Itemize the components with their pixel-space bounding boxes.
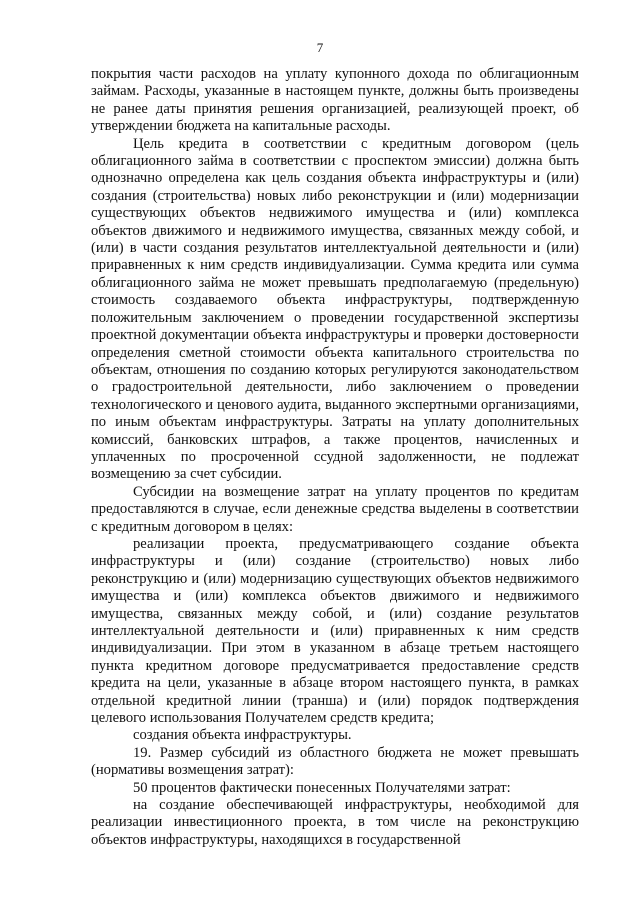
paragraph: на создание обеспечивающей инфраструктуры, необходимой для реализации инвестиционного проекта, в том числе на реконструкцию объектов инфраструктуры, находящихся в государственной <box>91 797 579 848</box>
paragraph: 19. Размер субсидий из областного бюджета не может превышать (нормативы возмещения затрат): <box>91 744 579 779</box>
paragraph: покрытия части расходов на уплату купонного дохода по облигационным займам. Расходы, указанные в настоящем пункте, должны быть произведены не ранее даты принятия решения организацией, реализующей проект, об утверждении бюджета на капитальные расходы. <box>91 66 579 135</box>
paragraph: 50 процентов фактически понесенных Получателями затрат: <box>133 779 511 796</box>
paragraph: Субсидии на возмещение затрат на уплату процентов по кредитам предоставляются в случае, если денежные средства выделены в соответствии с кредитным договором в целях: <box>91 483 579 535</box>
document-body <box>91 66 579 849</box>
paragraph: создания объекта инфраструктуры. <box>133 727 352 744</box>
paragraph: реализации проекта, предусматривающего создание объекта инфраструктуры и (или) создание (строительство) новых либо реконструкцию и (или) модернизацию существующих объектов недвижимого имущества и (или) комплекса объектов движимого и недвижимого имущества, связанных между собой, и (или) создание результатов интеллектуальной деятельности и (или) приравненных к ним средств индивидуализации. При этом в указанном в абзаце третьем настоящего пункта кредитном договоре предусматривается предоставление средств кредита на цели, указанные в абзаце втором настоящего пункта, в рамках отдельной кредитной линии (транша) и (или) порядок подтверждения целевого использования Получателем средств кредита; <box>91 535 579 727</box>
page-number: 7 <box>316 40 324 55</box>
paragraph: Цель кредита в соответствии с кредитным договором (цель облигационного займа в соответствии с проспектом эмиссии) должна быть однозначно определена как цель создания объекта инфраструктуры и (или) создания (строительства) новых либо реконструкции и (или) модернизации существующих объектов недвижимого имущества и (или) комплекса объектов движимого и недвижимого имущества, связанных между собой, и (или) в части создания результатов интеллектуальной деятельности и (или) приравненных к ним средств индивидуализации. Сумма кредита или сумма облигационного займа не может превышать предполагаемую (предельную) стоимость создаваемого объекта инфраструктуры, подтвержденную положительным заключением о проведении государственной экспертизы проектной документации объекта инфраструктуры и проверки достоверности определения сметной стоимости объекта капитального строительства по объектам, отношения по созданию которых регулируются законодательством о градостроительной деятельности, либо заключением о проведении технологического и ценового аудита, выданного экспертными организациями, по иным объектам инфраструктуры. Затраты на уплату дополнительных комиссий, банковских штрафов, а также процентов, начисленных и уплаченных по просроченной ссудной задолженности, не подлежат возмещению за счет субсидии. <box>91 135 579 483</box>
